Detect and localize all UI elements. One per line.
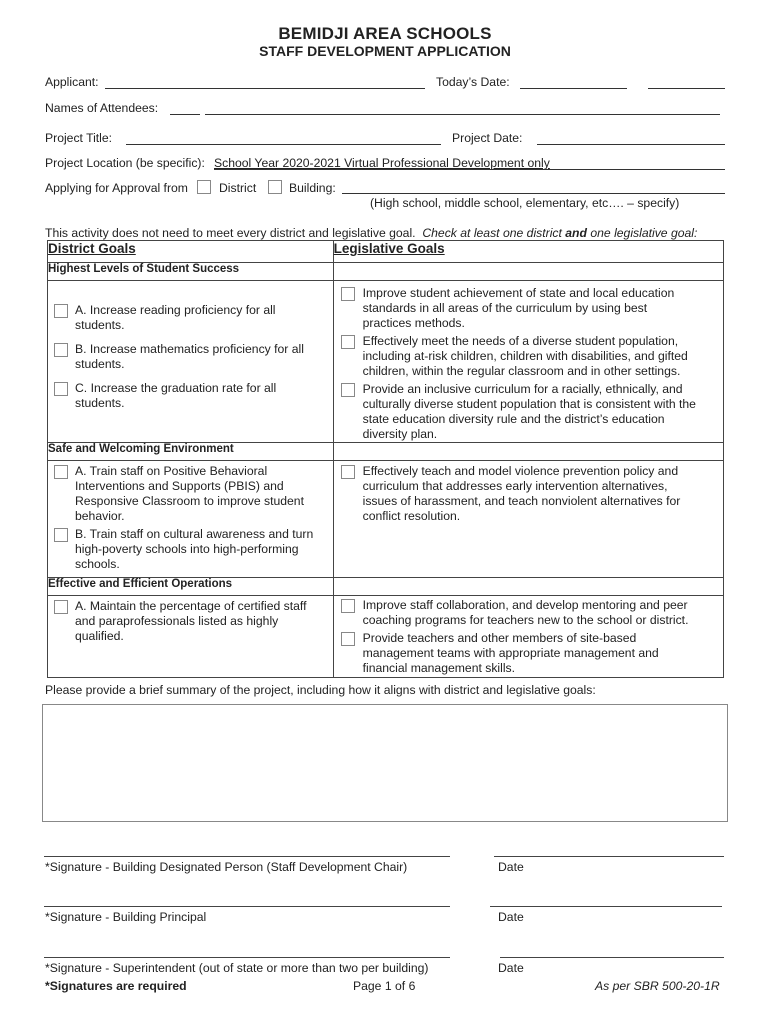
district-goal-text: B. Train staff on cultural awareness and turn high-poverty schools into high-performing schools. (75, 527, 314, 571)
date-label: Date (498, 910, 524, 924)
district-goal-text: C. Increase the graduation rate for all students. (75, 381, 277, 410)
district-goal-item (54, 381, 325, 411)
legislative-goals-header: Legislative Goals (333, 241, 723, 263)
attendees-field[interactable] (205, 114, 720, 115)
summary-label: Please provide a brief summary of the project, including how it aligns with district and legislative goals: (45, 683, 596, 697)
todays-date-label: Today’s Date: (436, 75, 510, 89)
district-goal-text: A. Maintain the percentage of certified staff and paraprofessionals listed as highly qualified. (75, 599, 307, 643)
document-subtitle: STAFF DEVELOPMENT APPLICATION (259, 43, 511, 59)
district-goal-item (54, 527, 325, 572)
legislative-goal-text: Effectively teach and model violence prevention policy and curriculum that addresses early intervention alternatives, issues of harassment, and teach nonviolent alternatives for conflict resolution. (362, 464, 681, 523)
district-goal-text: A. Train staff on Positive Behavioral Interventions and Supports (PBIS) and Responsive Classroom to improve student behavior. (75, 464, 304, 523)
date-label: Date (498, 961, 524, 975)
legislative-goal-item (341, 631, 699, 676)
project-date-label: Project Date: (452, 131, 523, 145)
district-label: District (219, 181, 257, 195)
district-goal-item (54, 303, 325, 333)
date-line-building-designated[interactable] (494, 856, 724, 857)
summary-textarea[interactable] (42, 704, 728, 822)
applicant-field[interactable] (105, 88, 425, 89)
district-goal-checkbox[interactable] (54, 382, 68, 396)
page-number: Page 1 of 6 (353, 979, 416, 993)
legislative-goal-item (341, 286, 699, 331)
policy-reference: As per SBR 500-20-1R (595, 979, 720, 993)
legislative-goal-checkbox[interactable] (341, 383, 355, 397)
signature-label-superintendent: *Signature - Superintendent (out of state or more than two per building) (45, 961, 429, 975)
legislative-goal-text: Improve staff collaboration, and develop mentoring and peer coaching programs for teachers new to the school or district. (362, 598, 689, 627)
applicant-label: Applicant: (45, 75, 99, 89)
project-location-value[interactable]: School Year 2020-2021 Virtual Professional Development only (214, 156, 550, 170)
project-location-field[interactable] (214, 169, 725, 170)
legislative-goal-checkbox[interactable] (341, 632, 355, 646)
district-goals-header: District Goals (48, 241, 334, 263)
legislative-goals-efficient-operations (333, 596, 723, 678)
district-goals-safe-environment (48, 461, 334, 578)
goals-table (47, 240, 724, 678)
district-goal-checkbox[interactable] (54, 343, 68, 357)
legislative-goal-text: Improve student achievement of state and local education standards in all areas of the curriculum by using best practices methods. (362, 286, 675, 330)
date-line-principal[interactable] (490, 906, 722, 907)
date-line-superintendent[interactable] (500, 957, 724, 958)
building-field[interactable] (342, 193, 725, 194)
district-goal-checkbox[interactable] (54, 465, 68, 479)
building-checkbox[interactable] (268, 180, 282, 194)
signature-label-principal: *Signature - Building Principal (45, 910, 207, 924)
signature-line-building-designated[interactable] (44, 856, 450, 857)
legislative-goal-text: Provide teachers and other members of site-based management teams with appropriate management and financial management skills. (362, 631, 659, 675)
project-title-label: Project Title: (45, 131, 113, 145)
legislative-goals-student-success (333, 281, 723, 443)
section-header-student-success: Highest Levels of Student Success (48, 263, 334, 281)
todays-date-field-extra[interactable] (648, 88, 725, 89)
signature-line-principal[interactable] (44, 906, 450, 907)
legislative-goal-checkbox[interactable] (341, 335, 355, 349)
legislative-goal-checkbox[interactable] (341, 465, 355, 479)
check-instruction: Check at least one district and one legislative goal: (422, 226, 698, 240)
section-header-blank (333, 443, 723, 461)
district-goal-checkbox[interactable] (54, 600, 68, 614)
legislative-goal-checkbox[interactable] (341, 287, 355, 301)
district-goals-student-success (48, 281, 334, 443)
section-header-blank (333, 263, 723, 281)
district-goal-checkbox[interactable] (54, 528, 68, 542)
district-checkbox[interactable] (197, 180, 211, 194)
project-date-field[interactable] (537, 144, 725, 145)
signature-line-superintendent[interactable] (44, 957, 450, 958)
district-goal-text: A. Increase reading proficiency for all students. (75, 303, 276, 332)
district-goal-item (54, 599, 325, 644)
goal-instructions (45, 226, 697, 240)
district-goal-checkbox[interactable] (54, 304, 68, 318)
building-label: Building: (289, 181, 336, 195)
todays-date-field[interactable] (520, 88, 627, 89)
district-goal-text: B. Increase mathematics proficiency for all students. (75, 342, 304, 371)
district-goal-item (54, 342, 325, 372)
project-title-field[interactable] (126, 144, 441, 145)
legislative-goal-item (341, 598, 699, 628)
signature-label-building-designated: *Signature - Building Designated Person (Staff Development Chair) (45, 860, 408, 874)
instructions-text: This activity does not need to meet every district and legislative goal. (45, 226, 416, 240)
building-hint: (High school, middle school, elementary, etc…. – specify) (370, 196, 680, 210)
legislative-goal-item (341, 334, 699, 379)
attendees-field-start[interactable] (170, 114, 200, 115)
document-title: BEMIDJI AREA SCHOOLS (278, 24, 492, 43)
signatures-required-note: *Signatures are required (45, 979, 187, 993)
applying-label: Applying for Approval from (45, 181, 188, 195)
section-header-efficient-operations: Effective and Efficient Operations (48, 578, 334, 596)
section-header-safe-environment: Safe and Welcoming Environment (48, 443, 334, 461)
legislative-goals-safe-environment (333, 461, 723, 578)
district-goals-efficient-operations (48, 596, 334, 678)
district-goal-item (54, 464, 325, 524)
section-header-blank (333, 578, 723, 596)
legislative-goal-item (341, 382, 699, 442)
legislative-goal-text: Provide an inclusive curriculum for a racially, ethnically, and culturally diverse student population that is consistent with the state education diversity rule and the district’s education diversity plan. (362, 382, 696, 441)
attendees-label: Names of Attendees: (45, 101, 159, 115)
project-location-label: Project Location (be specific): (45, 156, 205, 170)
date-label: Date (498, 860, 524, 874)
legislative-goal-checkbox[interactable] (341, 599, 355, 613)
legislative-goal-text: Effectively meet the needs of a diverse student population, including at-risk children, children with disabilities, and gifted children, within the regular classroom and in other settings. (362, 334, 688, 378)
legislative-goal-item (341, 464, 699, 524)
